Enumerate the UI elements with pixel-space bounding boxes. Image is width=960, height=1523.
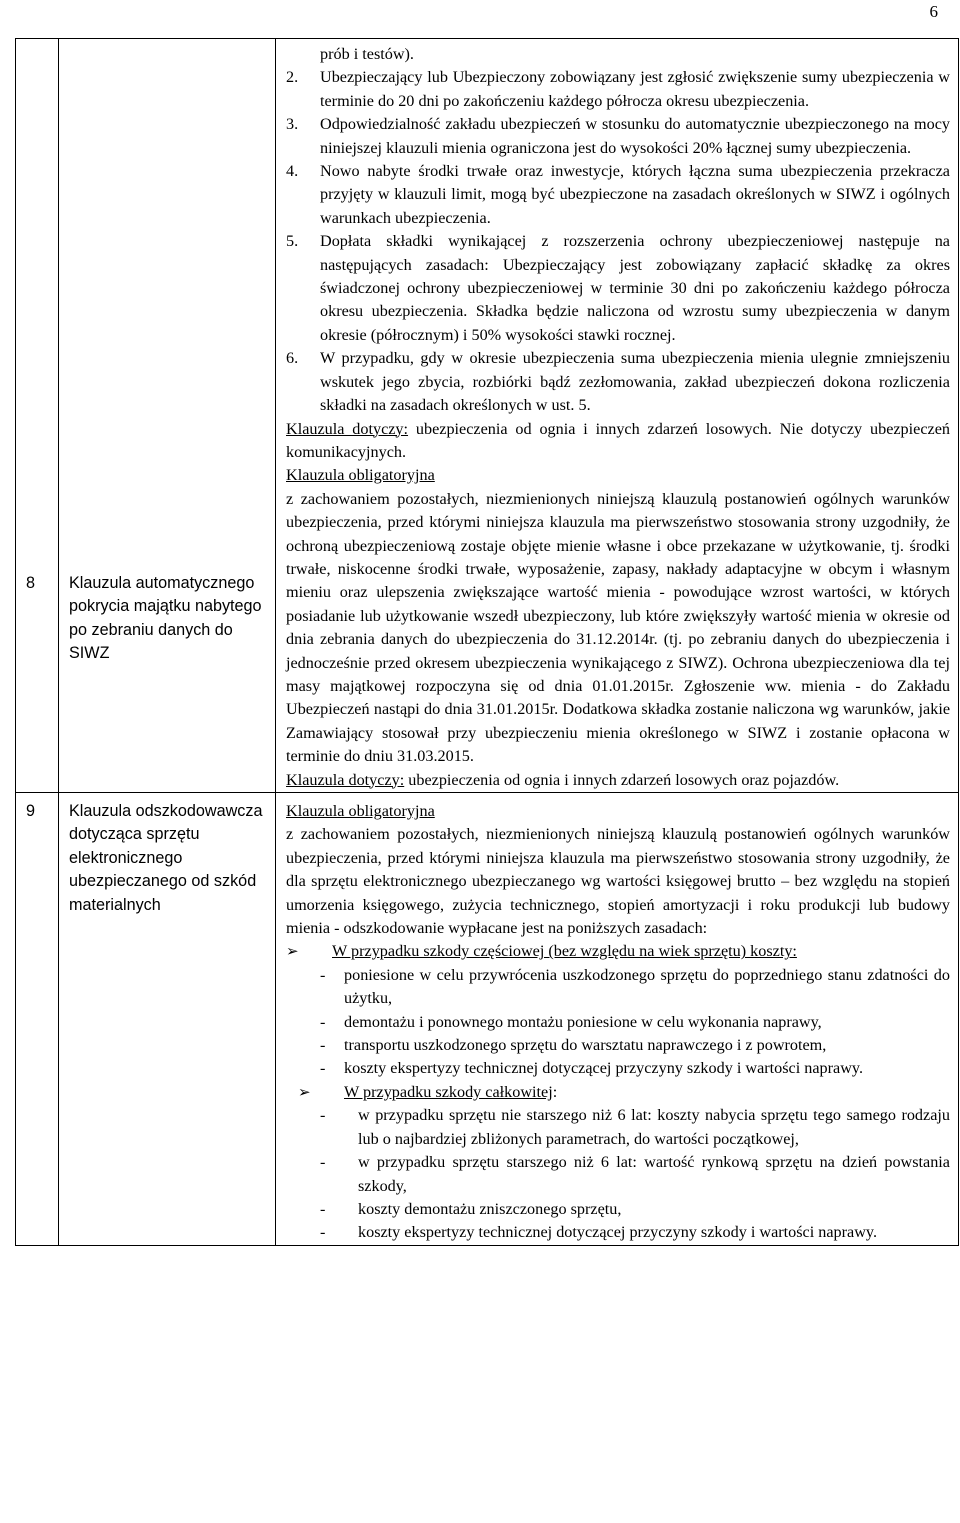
- item-text: w przypadku sprzętu nie starszego niż 6 lat: koszty nabycia sprzętu tego samego rodzaju lub o najbardziej zbliżonych parametrach, do wartości początkowej,: [358, 1106, 950, 1148]
- list-item: [286, 347, 950, 417]
- list-item: - koszty ekspertyzy technicznej dotyczącej przyczyny szkody i wartości naprawy.: [320, 1223, 877, 1242]
- clause-obligatory: Klauzula obligatoryjna: [286, 466, 435, 485]
- item-text: W przypadku, gdy w okresie ubezpieczenia suma ubezpieczenia mienia ulegnie zmniejszeniu wskutek jego zbycia, rozbiórki bądź zezłomowania, zakład ubezpieczeń dokona rozliczenia składki na zasadach określonych w ust. 5.: [320, 349, 950, 415]
- scope-label: Klauzula dotyczy:: [286, 419, 409, 438]
- list-item: [286, 230, 950, 347]
- clause-content: [276, 39, 959, 793]
- clauses-table: [15, 38, 959, 1246]
- item-number: 5.: [286, 232, 299, 251]
- item-number: 6.: [286, 349, 299, 368]
- item-text: demontażu i ponownego montażu poniesione w celu wykonania naprawy,: [344, 1012, 822, 1031]
- scope-label: Klauzula dotyczy:: [286, 770, 405, 789]
- clause-body-text: z zachowaniem pozostałych, niezmienionych niniejszą klauzulą postanowień ogólnych warunków ubezpieczenia, przed którymi niniejsza klauzula ma pierwszeństwo stosowania strony uzgodniły, że dla sprzętu elektronicznego ubezpieczanego wg wartości księgowej brutto – bez względu na stopień umorzenia księgowego, zużycia technicznego, stopień amortyzacji i roku produkcji lub budowy mienia - odszkodowanie wypłacane jest na poniższych zasadach:: [286, 825, 950, 938]
- item-text: Nowo nabyte środki trwałe oraz inwestycje, których łączna suma ubezpieczenia przekracza przyjęty w klauzuli limit, mogą być ubezpieczone na zasadach określonych w SIWZ i ogólnych warunkach ubezpieczenia.: [320, 162, 950, 227]
- total-damage-heading: [298, 1081, 950, 1104]
- list-item: - poniesione w celu przywrócenia uszkodzonego sprzętu do poprzedniego stanu zdatności do użytku,: [320, 965, 950, 1008]
- heading-colon: :: [552, 1082, 558, 1101]
- clause-number: 8: [16, 39, 59, 793]
- list-item: - koszty ekspertyzy technicznej dotyczącej przyczyny szkody i wartości naprawy.: [320, 1059, 863, 1078]
- scope-text: ubezpieczenia od ognia i innych zdarzeń losowych. Nie dotyczy ubezpieczeń komunikacyjnych.: [286, 419, 950, 461]
- clause-scope: [286, 769, 950, 792]
- clause-name: Klauzula odszkodowawcza dotycząca sprzętu elektronicznego ubezpieczanego od szkód materialnych: [59, 793, 276, 1246]
- item-text: Ubezpieczający lub Ubezpieczony zobowiązany jest zgłosić zwiększenie sumy ubezpieczenia w terminie do 20 dni po zakończeniu każdego półrocza okresu ubezpieczenia.: [320, 68, 950, 110]
- item-number: 2.: [286, 68, 299, 87]
- item-text: poniesione w celu przywrócenia uszkodzonego sprzętu do poprzedniego stanu zdatności do użytku,: [344, 965, 950, 1008]
- heading-text: W przypadku szkody całkowitej: [344, 1082, 553, 1101]
- item-text: transportu uszkodzonego sprzętu do warsztatu naprawczego i z powrotem,: [344, 1036, 827, 1055]
- list-item: [286, 113, 950, 160]
- list-item: - transportu uszkodzonego sprzętu do warsztatu naprawczego i z powrotem,: [320, 1036, 827, 1055]
- item-text: Odpowiedzialność zakładu ubezpieczeń w stosunku do automatycznie ubezpieczonego na mocy niniejszej klauzuli mienia ograniczona jest do wysokości 20% łącznej sumy ubezpieczenia.: [320, 115, 950, 157]
- table-row: [16, 39, 959, 793]
- clause-numbered-list: [286, 43, 950, 418]
- list-item: - w przypadku sprzętu starszego niż 6 lat: wartość rynkową sprzętu na dzień powstania szkody,: [320, 1153, 950, 1195]
- list-item: - w przypadku sprzętu nie starszego niż 6 lat: koszty nabycia sprzętu tego samego rodzaju lub o najbardziej zbliżonych parametrach, do wartości początkowej,: [320, 1106, 950, 1148]
- page-number: 6: [929, 2, 938, 21]
- item-text: koszty ekspertyzy technicznej dotyczącej przyczyny szkody i wartości naprawy.: [344, 1059, 863, 1078]
- clause-name: Klauzula automatycznego pokrycia majątku nabytego po zebraniu danych do SIWZ: [59, 39, 276, 793]
- item-text: koszty demontażu zniszczonego sprzętu,: [358, 1199, 622, 1218]
- table-row: [16, 793, 959, 1246]
- list-item: - demontażu i ponownego montażu poniesione w celu wykonania naprawy,: [320, 1012, 822, 1031]
- list-item: [286, 66, 950, 113]
- item-text: koszty ekspertyzy technicznej dotyczącej przyczyny szkody i wartości naprawy.: [358, 1223, 877, 1242]
- arrowhead-bullet-icon: ➢: [298, 1082, 311, 1101]
- heading-text: W przypadku szkody częściowej (bez względu na wiek sprzętu) koszty:: [332, 942, 797, 961]
- partial-damage-heading: [286, 940, 950, 963]
- item-number: 4.: [286, 162, 299, 181]
- item-text: Dopłata składki wynikającej z rozszerzenia ochrony ubezpieczeniowej następuje na następujących zasadach: Ubezpieczający jest zobowiązany zapłacić składkę za okres świadczonej ochrony ubezpieczeniowej w terminie 30 dni po zakończeniu każdego półrocza okresu ubezpieczenia. Składka będzie naliczona od wzrostu sumy ubezpieczenia w danym okresie (półrocznym) i 50% wysokości stawki rocznej.: [320, 232, 950, 344]
- list-item: prób i testów).: [320, 45, 414, 63]
- clause-obligatory: Klauzula obligatoryjna: [286, 802, 435, 820]
- clause-body-text: z zachowaniem pozostałych, niezmienionych niniejszą klauzulą postanowień ogólnych warunków ubezpieczenia, przed którymi niniejsza klauzula ma pierwszeństwo stosowania strony uzgodniły, że ochroną ubezpieczeniową zostaje objęte mienie własne i obce przekazane w użytkowanie, tj. środki trwałe, niskocenne środki trwałe, wyposażenie, zapasy, nakłady adaptacyjne w obcym i własnym mieniu oraz ulepszenia zwiększające wartość mienia - powodujące wzrost wartości, w których posiadanie lub użytkowanie wszedł ubezpieczony, lub które zwiększyły wartość mienia w okresie od dnia zebrania danych do ubezpieczenia do 31.12.2014r. (tj. po zebraniu danych do ubezpieczenia i jednocześnie przed okresem ubezpieczenia wynikającego z SIWZ). Ochrona ubezpieczeniowa dla tej masy majątkowej rozpoczyna się od dnia 01.01.2015r. Zgłoszenie ww. mienia - do Zakładu Ubezpieczeń nastąpi do dnia 31.01.2015r. Dodatkowa składka zostanie naliczona wg warunków, jakie Zamawiający stosował przy ubezpieczeniu mienia określonego w SIWZ i zostanie opłacona w terminie do dniu 31.03.2015.: [286, 489, 950, 766]
- list-item: [286, 160, 950, 230]
- item-number: 3.: [286, 115, 299, 134]
- arrowhead-bullet-icon: ➢: [286, 942, 299, 961]
- list-item: - koszty demontażu zniszczonego sprzętu,: [320, 1199, 622, 1218]
- clause-scope: [286, 418, 950, 465]
- clause-content: [276, 793, 959, 1246]
- scope-text: ubezpieczenia od ognia i innych zdarzeń losowych oraz pojazdów.: [404, 770, 840, 789]
- clause-number: 9: [16, 793, 59, 1246]
- item-text: w przypadku sprzętu starszego niż 6 lat: wartość rynkową sprzętu na dzień powstania szkody,: [358, 1153, 950, 1195]
